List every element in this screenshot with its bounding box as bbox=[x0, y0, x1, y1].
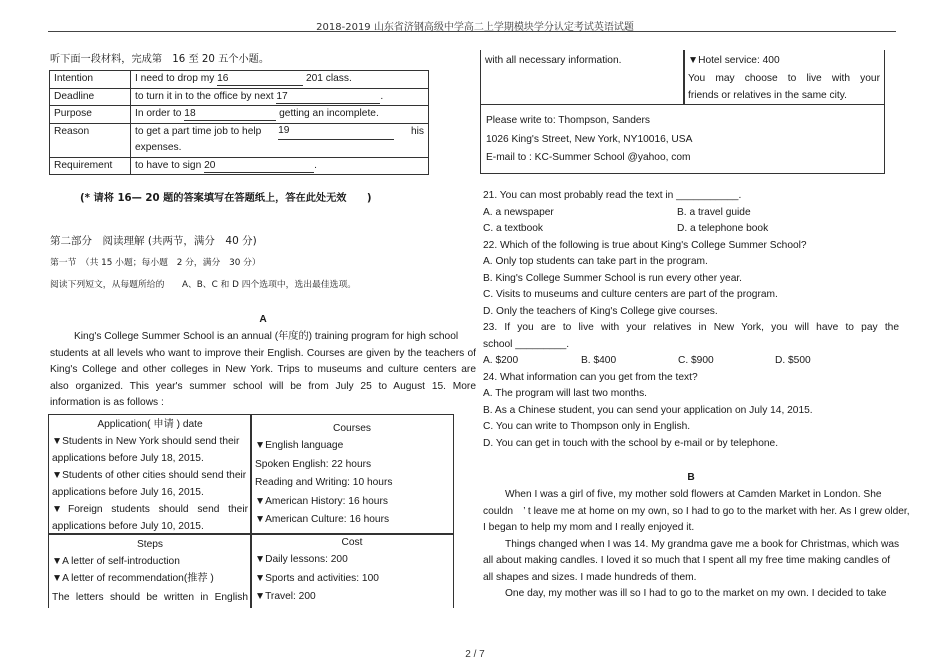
q24-option-d: D. You can get in touch with the school by e-mail or by telephone. bbox=[483, 437, 779, 449]
listening-instruction: 听下面一段材料，完成第 16 至 20 五个小题。 bbox=[50, 54, 270, 65]
q22-option-b: B. King's College Summer School is run every other year. bbox=[483, 272, 743, 284]
questions-block bbox=[483, 188, 899, 452]
contact-cell: Please write to: Thompson, Sanders 1026 King's Street, New York, NY10016, USA E-mail to : KC-Summer School @yahoo, com bbox=[480, 104, 885, 174]
q23-option-b: B. $400 bbox=[581, 355, 617, 366]
passage-a-body: King's College Summer School is an annual (年度的) training program for high school students at all levels who want to improve their English. Courses are given by the teachers of King's College and other colleges in New York. Trips to museums and culture centers are also organized. This year's summer school will be from July 25 to August 15. More information is as follows : bbox=[50, 331, 476, 408]
q23-option-c: C. $900 bbox=[678, 355, 714, 366]
q21-option-d: D. a telephone book bbox=[677, 223, 769, 234]
table-row bbox=[50, 71, 429, 89]
courses-cell: Courses ▼English language Spoken English: 22 hours Reading and Writing: 10 hours ▼American History: 16 hours ▼American Culture: 16 hours bbox=[250, 414, 454, 535]
section1-title: 第一节 （共 15 小题；每小题 2 分，满分 30 分） bbox=[50, 258, 261, 268]
row-label: Deadline bbox=[50, 88, 131, 106]
table-row bbox=[50, 123, 429, 157]
cost-cell: Cost ▼Daily lessons: 200 ▼Sports and activities: 100 ▼Travel: 200 bbox=[250, 533, 454, 608]
blank-16: 16 bbox=[217, 72, 303, 86]
passage-b-letter: B bbox=[687, 472, 695, 483]
row-label: Reason bbox=[50, 123, 131, 157]
listening-table bbox=[49, 70, 429, 175]
q22-stem: 22. Which of the following is true about King's College Summer School? bbox=[483, 239, 807, 251]
table-row bbox=[50, 88, 429, 106]
row-content: to turn it in to the office by next 17 . bbox=[131, 88, 429, 106]
q23-stem: 23. If you are to live with your relatives in New York, you will have to pay the bbox=[483, 322, 899, 333]
header-divider bbox=[48, 31, 896, 32]
q22-option-a: A. Only top students can take part in the program. bbox=[483, 256, 708, 267]
q24-option-c: C. You can write to Thompson only in English. bbox=[483, 421, 691, 432]
passage-a-letter: A bbox=[259, 314, 267, 325]
table-row bbox=[50, 157, 429, 175]
q23-option-d: D. $500 bbox=[775, 355, 811, 366]
q22-option-c: C. Visits to museums and culture centers are part of the program. bbox=[483, 289, 778, 300]
q21-stem: 21. You can most probably read the text in ___________. bbox=[483, 190, 742, 201]
passage-b-body: When I was a girl of five, my mother sold flowers at Camden Market in London. She couldn ’ t leave me at home on my own, so I had to go to the market with her. As I grew older, I began to help my mom and I really enjoyed it. Things changed when I was 14. My grandma gave me a book for Christmas, which was all about making candles. I loved it so much that I spent all my free time making candles of all shapes and sizes. I made hundreds of them. One day, my mother was ill so I had to go to the market on my own. I decided to take bbox=[483, 489, 910, 599]
application-cell: Application( 申请 ) date ▼Students in New York should send their applications before July 18, 2015. ▼Students of other cities should send their applications before July 16, 2015. ▼Foreign students should send their applications before July 10, 2015. bbox=[48, 414, 252, 535]
reading-instruction: 阅读下列短文，从每题所给的 A、B、C 和 D 四个选项中，选出最佳选项。 bbox=[50, 280, 357, 290]
q23-option-a: A. $200 bbox=[483, 355, 519, 366]
blank-17: 17 bbox=[276, 90, 380, 104]
blank-18: 18 bbox=[184, 107, 276, 121]
row-content: to have to sign 20 . bbox=[131, 157, 429, 175]
q24-stem: 24. What information can you get from the text? bbox=[483, 371, 698, 383]
row-label: Requirement bbox=[50, 157, 131, 175]
part2-title: 第二部分 阅读理解 (共两节，满分 40 分) bbox=[50, 235, 257, 247]
blank-20: 20 bbox=[204, 159, 314, 173]
steps-cell: Steps ▼A letter of self-introduction ▼A letter of recommendation(推荐 ) The letters should be written in English bbox=[48, 533, 252, 608]
q21-option-a: A. a newspaper bbox=[483, 206, 554, 218]
table-row bbox=[50, 106, 429, 124]
answer-note: (* 请将 16— 20 题的答案填写在答题纸上，答在此处无效 ) bbox=[80, 193, 372, 204]
steps-cell-cont: with all necessary information. bbox=[480, 50, 685, 105]
hotel-cell: ▼Hotel service: 400 You may choose to live with your friends or relatives in the same city. bbox=[683, 50, 885, 105]
q24-option-a: A. The program will last two months. bbox=[483, 388, 648, 399]
q21-option-b: B. a travel guide bbox=[677, 206, 751, 218]
page-header: 2018-2019 山东省济钢高级中学高二上学期模块学分认定考试英语试题 bbox=[316, 22, 634, 33]
blank-19: 19 bbox=[278, 124, 394, 141]
page-number: 2 / 7 bbox=[465, 649, 485, 660]
q23-stem-cont: school _________. bbox=[483, 338, 570, 350]
q24-option-b: B. As a Chinese student, you can send your application on July 14, 2015. bbox=[483, 404, 813, 416]
row-content: I need to drop my 16 201 class. bbox=[131, 71, 429, 89]
q22-option-d: D. Only the teachers of King's College give courses. bbox=[483, 305, 718, 317]
row-label: Intention bbox=[50, 71, 131, 89]
row-content: to get a part time job to help 19 his expenses. bbox=[131, 123, 429, 157]
row-content: In order to 18 getting an incomplete. bbox=[131, 106, 429, 124]
q21-option-c: C. a textbook bbox=[483, 223, 544, 234]
row-label: Purpose bbox=[50, 106, 131, 124]
